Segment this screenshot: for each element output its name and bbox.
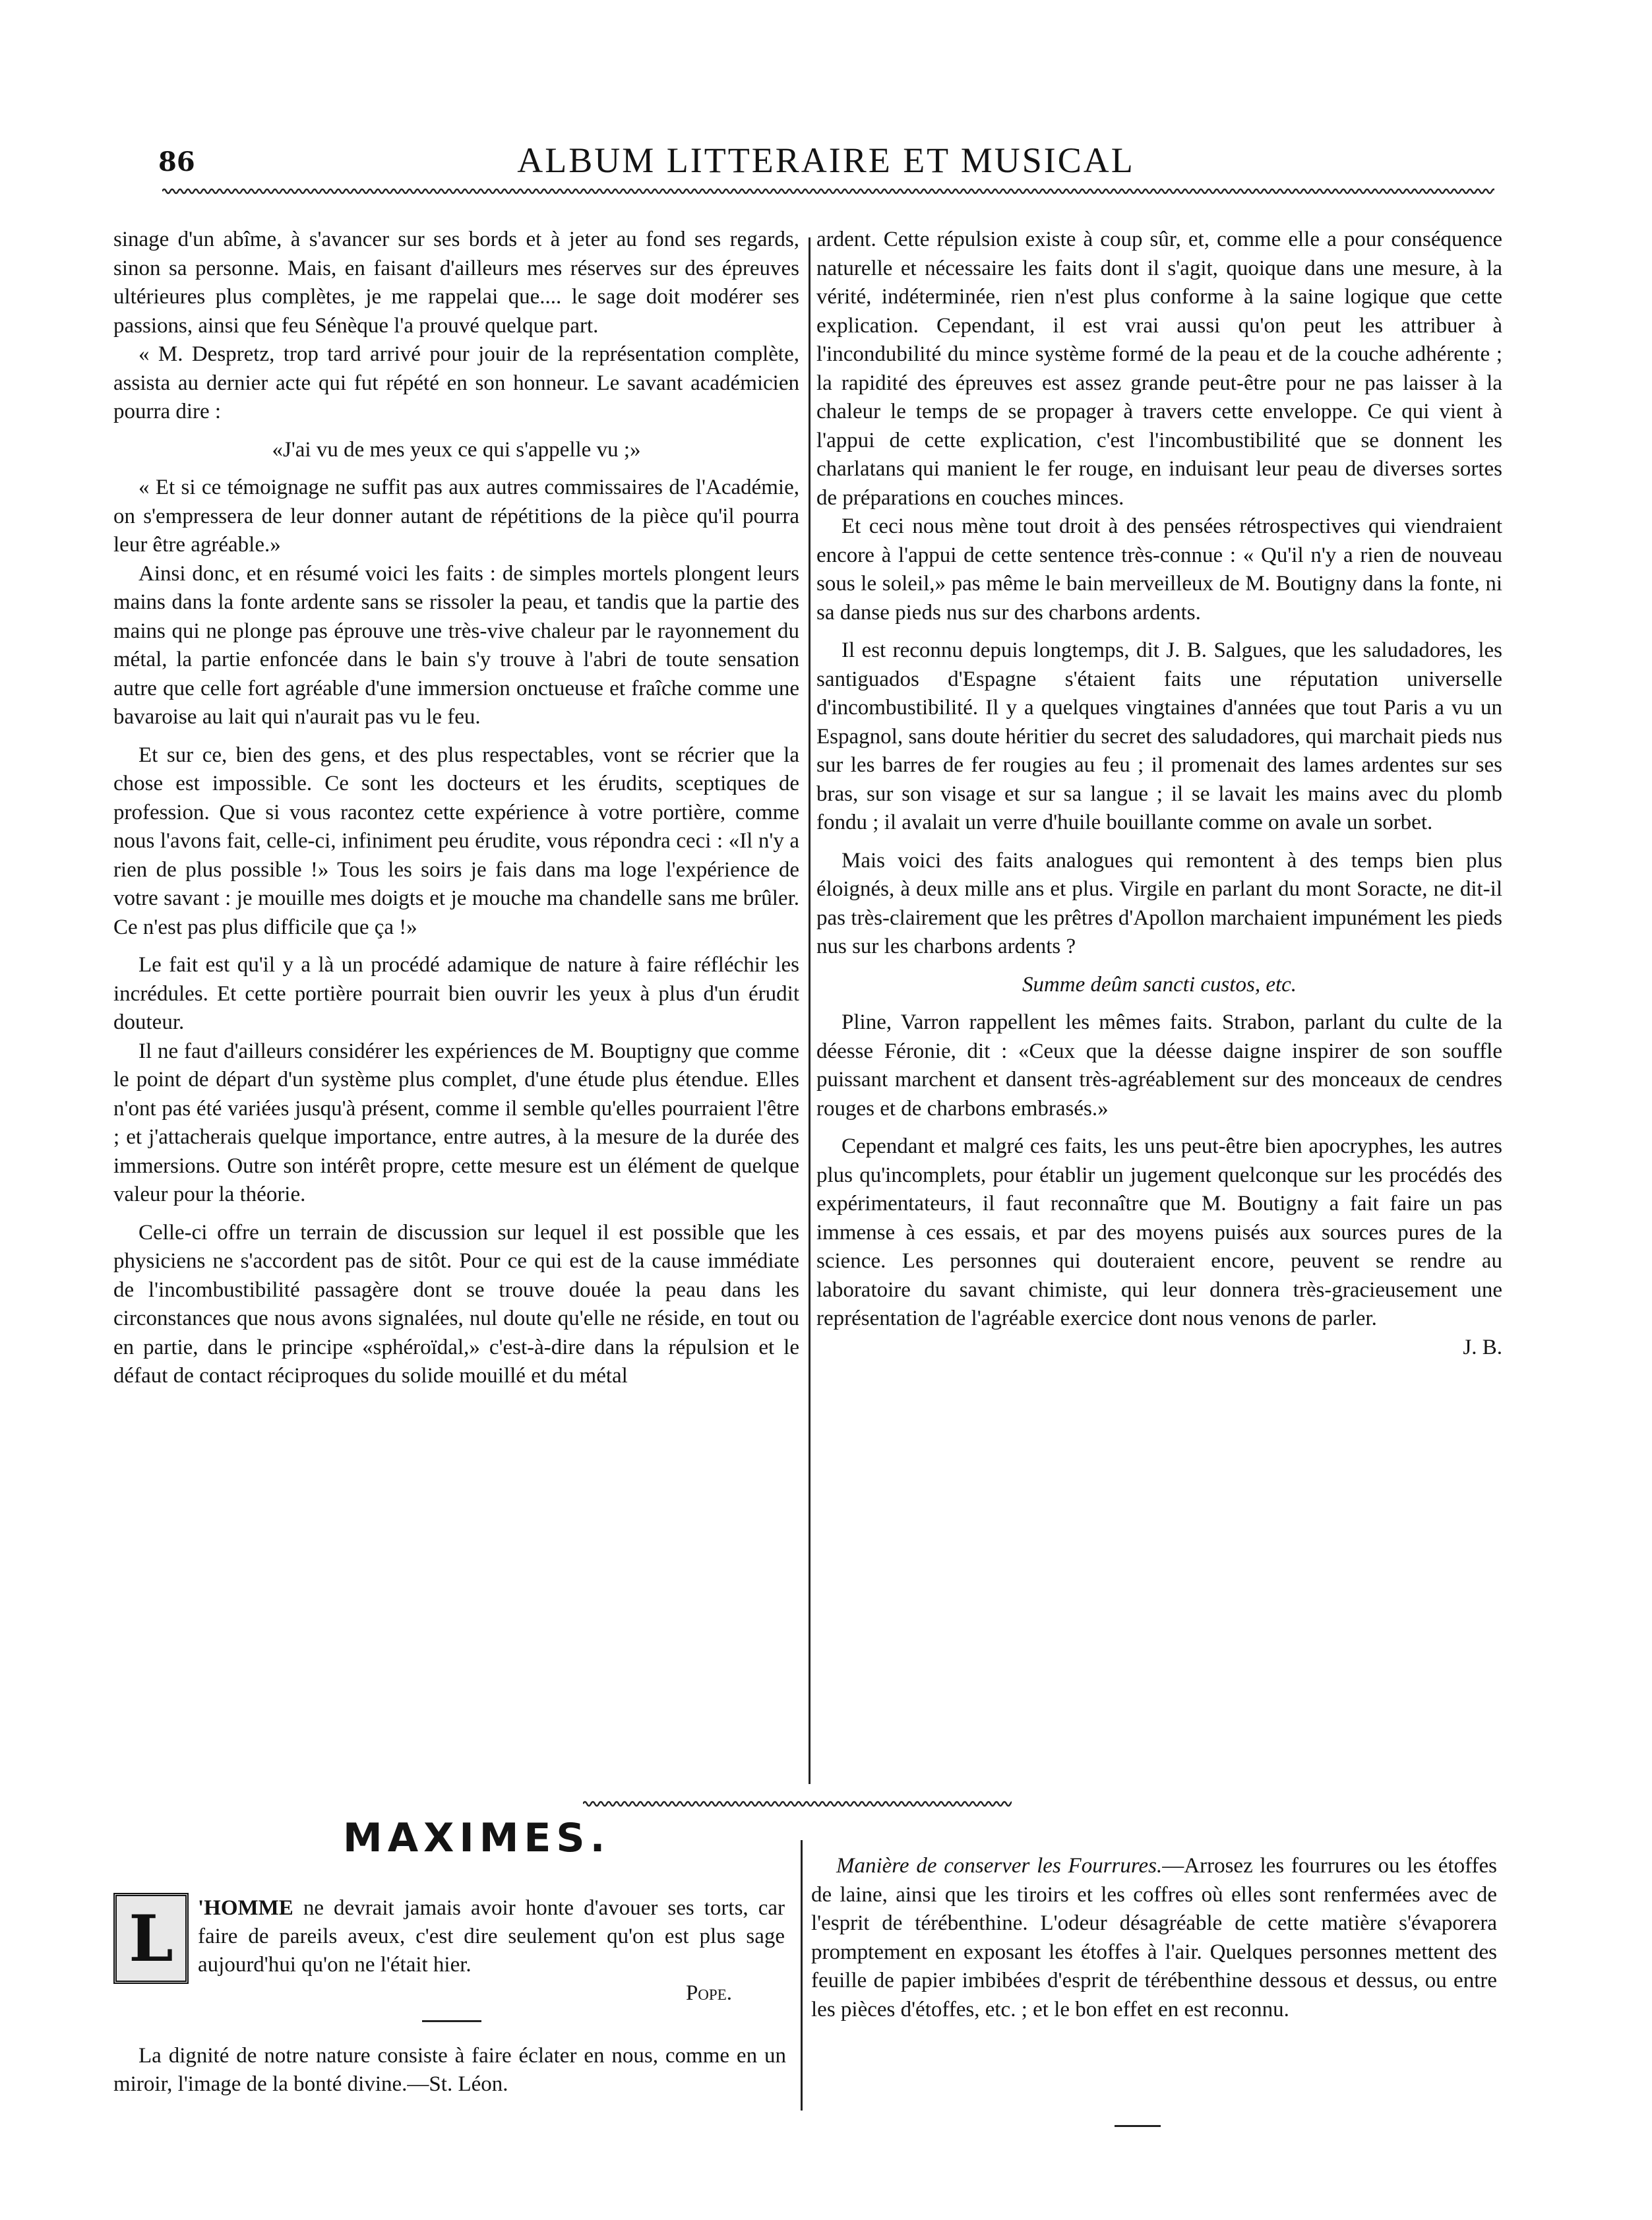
fourrures-article bbox=[811, 1852, 1497, 2024]
drop-cap: L bbox=[113, 1893, 189, 1984]
article-paragraph: Ainsi donc, et en résumé voici les faits : de simples mortels plongent leurs mains dans la fonte ardente sans se rissoler la peau, et tandis que la partie des mains qui ne plonge pas éprouve une très-vive chaleur par le rayonnement du métal, la partie enfoncée dans le bain s'y trouve à l'abri de toute sensation autre que celle fort agréable d'une immersion onctueuse et fraîche comme une bavaroise au lait qui n'aurait pas vu le feu. bbox=[113, 561, 799, 729]
left-column bbox=[113, 226, 799, 1391]
page-number: 86 bbox=[158, 146, 195, 177]
fourrures-text: —Arrosez les fourrures ou les étoffes de laine, ainsi que les tiroirs et les coffres où elles sont renfermées avec de l'esprit de térébenthine. L'odeur désagréable de cette matière s'évaporera promptement en exposant les étoffes à l'air. Quelques personnes mettent des feuille de papier imbibées d'esprit de térébenthine dessous et dessus, ou entre les pièces d'étoffes, etc. ; et le bon effet en est reconnu. bbox=[811, 1854, 1497, 2021]
article-paragraph: ardent. Cette répulsion existe à coup sûr, et, comme elle a pour conséquence naturelle et nécessaire les faits dont il s'agit, quoique dans une mesure, à la vérité, indéterminée, rien n'est plus conforme à la saine logique que cette explication. Cependant, il est vrai aussi qu'on peut les attribuer à l'incondubilité du mince système formé de la peau et de la couche adhérente ; la rapidité des épreuves est assez grande peut-être pour ne pas laisser à la chaleur le temps de se propager à travers cette enveloppe. Ce qui vient à l'appui de cette explication, c'est l'incombustibilité que se donnent les charlatans qui manient le fer rouge, en induisant leur peau de diverses sortes de préparations en couches minces. bbox=[816, 228, 1502, 510]
section-divider bbox=[583, 1799, 1012, 1809]
article-paragraph: Mais voici des faits analogues qui remontent à des temps bien plus éloignés, à deux mille ans et plus. Virgile en parlant du mont Soracte, ne dit-il pas très-clairement que les prêtres d'Apollon marchaient impunément les pieds nus sur les charbons ardents ? bbox=[816, 848, 1502, 958]
fourrures-title: Manière de conserver les Fourrures. bbox=[836, 1854, 1163, 1878]
article-paragraph: Il ne faut d'ailleurs considérer les expériences de M. Bouptigny que comme le point de départ d'un système plus complet, d'une étude plus étendue. Elles n'ont pas été variées jusqu'à présent, comme il semble qu'elles pourraient l'être ; et j'attacherais quelque importance, entre autres, à la mesure de la durée des immersions. Outre son intérêt propre, cette mesure est un élément de quelque valeur pour la théorie. bbox=[113, 1039, 799, 1206]
maxim-1 bbox=[198, 1894, 785, 2008]
article-paragraph: Et sur ce, bien des gens, et des plus respectables, vont se récrier que la chose est impossible. Ce sont les docteurs et les érudits, sceptiques de profession. Que si vous racontez cette expérience à votre portière, comme nous l'avons fait, celle-ci, infiniment peu érudite, vous répondra ceci : «Il n'y a rien de plus possible !» Tous les soirs je fais dans ma loge l'expérience de votre savant : je mouille mes doigts et je mouche ma chandelle sans me brûler. Ce n'est pas plus difficile que ça !» bbox=[113, 743, 799, 939]
closing-rule bbox=[1115, 2125, 1161, 2127]
article-paragraph: « M. Despretz, trop tard arrivé pour jouir de la représentation complète, assista au dernier acte qui fut répété en son honneur. Le savant académicien pourra dire : bbox=[113, 342, 799, 423]
maxim-text: ne devrait jamais avoir honte d'avouer ses torts, car faire de pareils aveux, c'est dire seulement qu'on est plus sage aujourd'hui qu'on ne l'était hier. bbox=[198, 1896, 785, 1977]
right-column bbox=[816, 226, 1502, 1362]
article-paragraph: sinage d'un abîme, à s'avancer sur ses bords et à jeter au fond ses regards, sinon sa personne. Mais, en faisant d'ailleurs mes réserves sur des épreuves ultérieures plus complètes, je me rappelai que.... le sage doit modérer ses passions, ainsi que feu Sénèque l'a prouvé quelque part. bbox=[113, 228, 799, 338]
latin-quote: Summe deûm sancti custos, etc. bbox=[1022, 972, 1297, 997]
article-quote: «J'ai vu de mes yeux ce qui s'appelle vu ;» bbox=[272, 437, 641, 462]
article-paragraph: Celle-ci offre un terrain de discussion sur lequel il est possible que les physiciens ne s'accordent pas de sitôt. Pour ce qui est de la cause immédiate de l'incombustibilité passagère dont se trouve douée la peau dans les circonstances que nous avons signalées, nul doute qu'elle ne réside, en tout ou en partie, dans le principe «sphéroïdal,» c'est-à-dire dans la répulsion et le défaut de contact réciproques du solide mouillé et du métal bbox=[113, 1220, 799, 1388]
article-paragraph: Il est reconnu depuis longtemps, dit J. B. Salgues, que les saludadores, les santiguados d'Espagne s'étaient faits une réputation universelle d'incombustibilité. Il y a quelques vingtaines d'années que tout Paris a vu un Espagnol, sans doute héritier du secret des saludadores, qui marchait pieds nus sur les barres de fer rougies au feu ; il promenait des lames ardentes sur ses bras, sur son visage et sur sa langue ; il se lavait les mains avec du plomb fondu ; il avalait un verre d'huile bouillante comme on avale un sorbet. bbox=[816, 638, 1502, 834]
maxim-lead-word: 'HOMME bbox=[198, 1896, 293, 1920]
maxim-author: Pope. bbox=[685, 1981, 732, 2005]
signature: J. B. bbox=[1463, 1335, 1502, 1359]
maximes-title: MAXIMES. bbox=[343, 1815, 611, 1861]
column-divider bbox=[801, 1840, 803, 2111]
column-divider bbox=[809, 237, 811, 1784]
article-paragraph: « Et si ce témoignage ne suffit pas aux autres commissaires de l'Académie, on s'empressera de leur donner autant de répétitions de la pièce qu'il pourra leur être agréable.» bbox=[113, 476, 799, 557]
article-paragraph: Pline, Varron rappellent les mêmes faits. Strabon, parlant du culte de la déesse Féronie, dit : «Ceux que la déesse daigne inspirer de son souffle puissant marchent et dansent très-agréablement sur des monceaux de cendres rouges et de charbons embrasés.» bbox=[816, 1010, 1502, 1121]
maxim-2: La dignité de notre nature consiste à faire éclater en nous, comme en un miroir, l'image de la bonté divine.—St. Léon. bbox=[113, 2044, 786, 2096]
article-paragraph: Cependant et malgré ces faits, les uns peut-être bien apocryphes, les autres plus qu'incomplets, pour établir un jugement quelconque sur les procédés des expérimentateurs, il faut reconnaître que M. Boutigny a fait faire un pas immense à ces essais, et par des moyens puisés aux sources pures de la science. Les personnes qui douteraient encore, peuvent se rendre au laboratoire du savant chimiste, qui leur donnera très-gracieusement une représentation de l'agréable exercice dont nous venons de parler. bbox=[816, 1134, 1502, 1330]
maxim-separator bbox=[422, 2020, 481, 2022]
page-title: ALBUM LITTERAIRE ET MUSICAL bbox=[517, 140, 1135, 180]
header-divider bbox=[162, 186, 1494, 197]
article-paragraph: Et ceci nous mène tout droit à des pensées rétrospectives qui viendraient encore à l'appui de cette sentence très-connue : « Qu'il n'y a rien de nouveau sous le soleil,» pas même le bain merveilleux de M. Boutigny dans la fonte, ni sa danse pieds nus sur des charbons ardents. bbox=[816, 514, 1502, 625]
article-paragraph: Le fait est qu'il y a là un procédé adamique de nature à faire réfléchir les incrédules. Et cette portière pourrait bien ouvrir les yeux à plus d'un érudit douteur. bbox=[113, 953, 799, 1034]
